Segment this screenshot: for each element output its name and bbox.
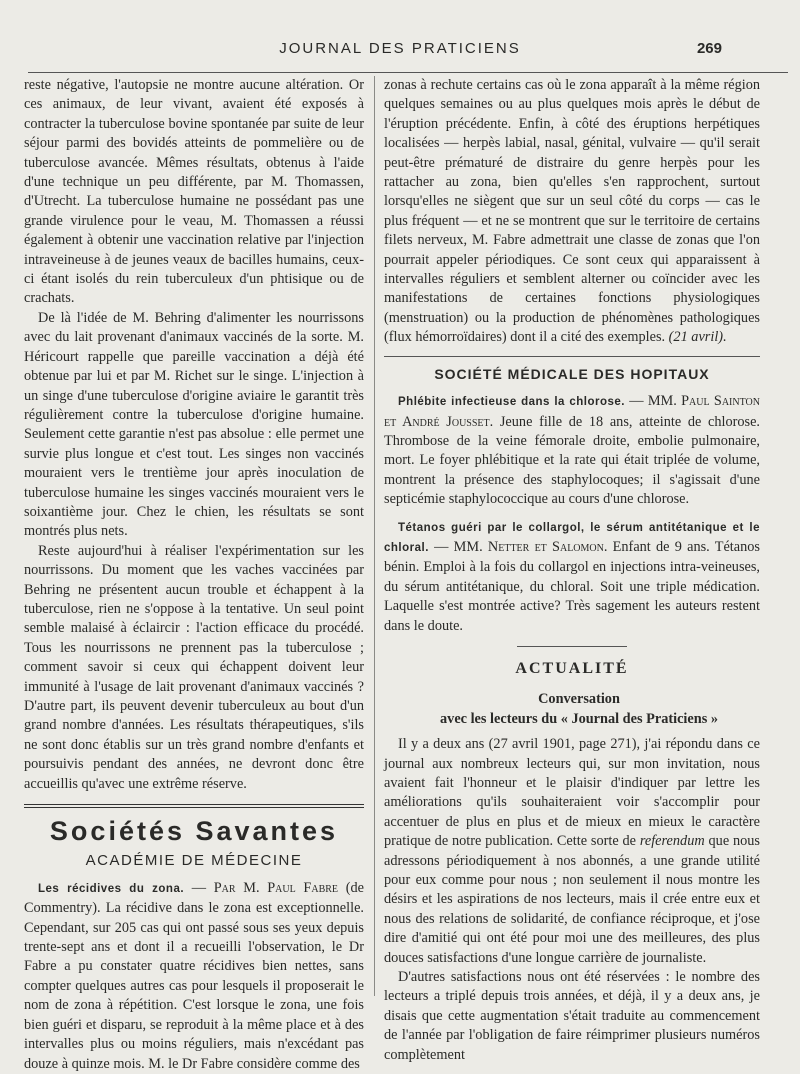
phlebite-rubric: Phlébite infectieuse dans la chlorose. bbox=[398, 396, 625, 409]
short-divider bbox=[517, 646, 627, 647]
section-divider bbox=[24, 804, 364, 808]
actualite-heading: ACTUALITÉ bbox=[515, 659, 629, 677]
running-head bbox=[0, 40, 800, 64]
phlebite-article: Phlébite infectieuse dans la chlorose. — MM. Paul Sainton et André Jousset. Jeune fille de 18 ans, atteinte de chlorose. Thrombose de la veine fémorale droite, embolie pulmonaire, mort. Le foyer phlébitique et la rate qui était triplée de volume, montrent la présence des staphylocoques; il s'agissait d'une septicémie staphylococcique au cours d'une chlorose. bbox=[384, 393, 760, 508]
zona-rubric: Les récidives du zona. bbox=[38, 882, 185, 895]
conversation-paragraph-2: D'autres satisfactions nous ont été réservées : le nombre des lecteurs a triplé depuis trois années, et déjà, il y a deux ans, je disais que cette augmentation s'était traduite au commencement de l'année par l'obligation de faire réimprimer plusieurs numéros complètement bbox=[384, 969, 760, 1063]
zona-text: (de Commentry). La récidive dans le zona est exceptionnelle. Cependant, sur 205 cas qui ont passé sous ses yeux depuis trente-sept ans et dont il a recueilli l'observation, le Dr Fabre a pu constater quatre récidives bien nettes, sans compter quelques autres cas pour lesquels il proposerait le nom de zona à répétition. C'est lorsque le zona, une fois bien guéri et disparu, se reproduit à la même place et à des intervalles plus ou moins réguliers, mais n'excédant pas douze à quinze mois. M. le Dr Fabre considère comme des bbox=[24, 879, 364, 1072]
hopitaux-heading: SOCIÉTÉ MÉDICALE DES HOPITAUX bbox=[434, 365, 710, 382]
left-paragraph-2: De là l'idée de M. Behring d'alimenter les nourrissons avec du lait provenant d'animaux vaccinés de la sorte. M. Héricourt rappelle que pareille vaccination a déjà été obtenue par lui et par M. Richet sur le singe. L'injection à un singe d'une tuberculose d'origine aviaire le garantit très régulièrement contre la tuberculose d'origine humaine. Seulement cette garantie n'est pas absolue : elle permet une survie plus longue et c'est tout. Les singes non vaccinés mouraient vers le trentième jour après inoculation de tuberculose humaine les singes vaccinés mouraient vers le soixantième jour. Chez le chien, les résultats se sont montrés plus nets. bbox=[24, 309, 364, 540]
phlebite-authors: MM. Paul Sainton et André Jousset. bbox=[384, 393, 760, 430]
zona-article: Les récidives du zona. — Par M. Paul Fabre (de Commentry). La récidive dans le zona est exceptionnelle. Cependant, sur 205 cas qui ont passé sous ses yeux depuis trente-sept ans et dont il a recueilli l'observation, le Dr Fabre a pu constater quatre récidives bien nettes, sans compter quelques autres cas pour lesquels il proposerait le nom de zona à répétition. C'est lorsque le zona, une fois bien guéri et disparu, se reproduit à la même place et à des intervalles plus ou moins réguliers, mais n'excédant pas douze à quinze mois. M. le Dr Fabre considère comme des bbox=[24, 879, 364, 1072]
column-divider bbox=[374, 76, 375, 996]
tetanos-rubric: Tétanos guéri par le collargol, le sérum antitétanique et le chloral. bbox=[384, 521, 760, 554]
conversation-title: Conversation bbox=[538, 691, 620, 708]
tetanos-text: Enfant de 9 ans. Tétanos bénin. Emploi à la fois du collargol en injections intra-veineuses, du sérum antitétanique, du chloral. Soit une triple médication. Laquelle s'est montrée active? Très sagement les auteurs restent dans le doute. bbox=[384, 538, 760, 634]
academie-heading: ACADÉMIE DE MÉDECINE bbox=[85, 852, 303, 870]
left-paragraph-3: Reste aujourd'hui à réaliser l'expérimentation sur les nourrissons. Du moment que les vaches vaccinées par Behring ne présentent aucun trouble et échappent à la tuberculose, rien ne s'oppose à la tentative. Un seul point semble malaisé à éclaircir : l'action efficace du procédé. Tous les nourrissons ne prennent pas la tuberculose ; comment savoir si ceux qui échappent doivent leur immunité à l'usage de lait provenant d'animaux vaccinés ? D'autre part, ils peuvent devenir tuberculeux au bout d'un grand nombre d'années. Les résultats thérapeutiques, s'ils ne sont donc établis sur un très grand nombre d'enfants et poursuivis pendant des années, ne devront donc être accueillis qu'avec une extrême réserve. bbox=[24, 542, 364, 792]
referendum-word: referendum bbox=[639, 833, 705, 850]
right-paragraph-1 bbox=[384, 76, 760, 348]
zona-author: Par M. Paul Fabre bbox=[213, 879, 339, 896]
right-column bbox=[384, 76, 760, 1065]
conversation-subtitle: avec les lecteurs du « Journal des Praticiens » bbox=[440, 710, 718, 727]
left-paragraph-1: reste négative, l'autopsie ne montre aucune altération. Or ces animaux, de leur vivant, avaient été exposés à contracter la tuberculose bovine spontanée par suite de leur séjour parmi des bovidés atteints de pommelière ou de tuberculose avancée. Mêmes résultats, obtenus à l'aide d'une technique un peu différente, par M. Thomassen, d'Utrecht. La tuberculose humaine ne possédant pas une grande virulence pour le veau, M. Thomassen a réussi également à obtenir une vaccination relative par l'injection intraveineuse à de jeunes veaux de bacilles humains, ceux-ci étant isolés du rein tuberculeux d'un phtisique ou de crachats. bbox=[24, 77, 364, 307]
tetanos-article: Tétanos guéri par le collargol, le sérum antitétanique et le chloral. — MM. Netter et Salomon. Enfant de 9 ans. Tétanos bénin. Emploi à la fois du collargol en injections intra-veineuses, du sérum antitétanique, du chloral. Soit une triple médication. Laquelle s'est montrée active? Très sagement les auteurs restent dans le doute. bbox=[384, 521, 760, 634]
conv-p1-before: Il y a deux ans (27 avril 1901, page 271), j'ai répondu dans ce journal aux nombreux lecteurs qui, sur mon invitation, nous avaient fait l'honneur et le plaisir d'indiquer par lettre les améliorations qu'ils souhaiteraient voir s'accomplir pour accentuer de plus en plus et de mieux en mieux le caractère pratique de notre publication. Cette sorte de bbox=[384, 736, 760, 850]
conversation-paragraph-1 bbox=[384, 735, 760, 968]
phlebite-text: Jeune fille de 18 ans, atteinte de chlorose. Thrombose de la veine fémorale droite, embolie pulmonaire, mort. Le foyer phlébitique et la rate qui était triplée de volume, montrent la présence des staphylocoques; il s'agissait d'une septicémie staphylococcique au cours d'une chlorose. bbox=[384, 413, 760, 508]
journal-title: JOURNAL DES PRATICIENS bbox=[279, 40, 521, 57]
section-divider bbox=[384, 356, 760, 357]
page-number: 269 bbox=[696, 40, 722, 57]
tetanos-authors: MM. Netter et Salomon. bbox=[453, 538, 608, 555]
zona-continuation: zonas à rechute certains cas où le zona apparaît à la même région quelques semaines ou au plus quelques mois après le début de l'éruption précédente. Enfin, à côté des éruptions herpétiques localisées — herpès labial, nasal, génital, vulvaire — qu'il serait peut-être prématuré de distraire du genre herpès pour les rattacher au zona, bien qu'elles s'en rapprochent, surtout lorsqu'elles ne siègent que sur un seul côté du corps — cas le plus fréquent — et ne se montrent que sur le territoire de certains filets nerveux, M. Fabre admettrait une classe de zonas que l'on pourrait appeler périodiques. Ce sont ceux qui apparaissent à intervalles réguliers et semblent alterner ou coïncider avec les manifestations de certaines fonctions physiologiques (menstruation) ou la production de phénomènes pathologiques (flux hémorroïdaires) dont il a cité des exemples. bbox=[384, 77, 760, 346]
zona-date: (21 avril). bbox=[668, 329, 727, 346]
societes-savantes-heading: Sociétés Savantes bbox=[49, 816, 339, 847]
header-rule bbox=[28, 72, 788, 73]
left-column bbox=[24, 76, 364, 1074]
conv-p1-after: que nous adressons périodiquement à nos abonnés, a une grande utilité pour eux comme pour nous ; non seulement il nous montre les désirs et les aspirations de nos lecteurs, mais il crée entre eux et nous des relations de solidarité, de confiance réciproque, et j'ose dire d'amitié qui ont été pour moi une des meilleures, des plus douces satisfactions d'une longue carrière de journaliste. bbox=[384, 833, 760, 966]
